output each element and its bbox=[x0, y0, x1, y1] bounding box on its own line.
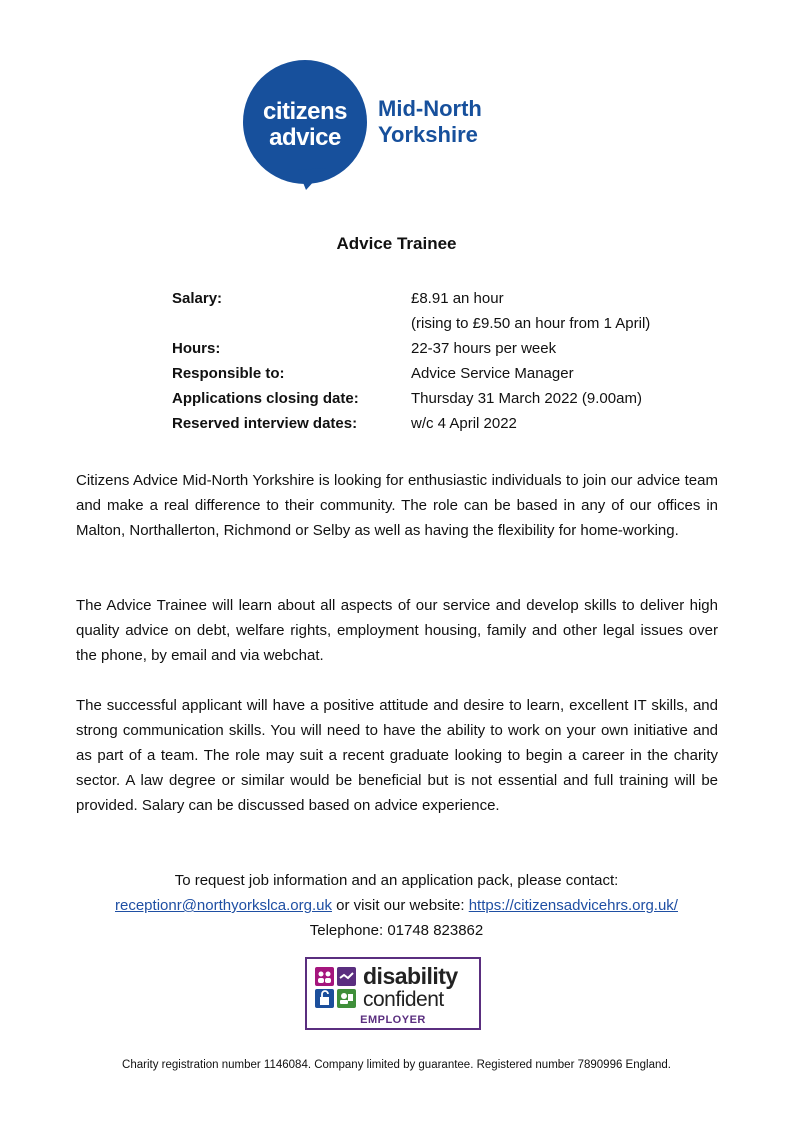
badge-word-disability: disability bbox=[363, 963, 458, 989]
job-details bbox=[172, 286, 650, 436]
page-title: Advice Trainee bbox=[336, 234, 457, 253]
logo-word-citizens: citizens bbox=[262, 98, 348, 125]
badge-word-confident: confident bbox=[363, 988, 444, 1011]
detail-label: Responsible to: bbox=[172, 365, 285, 382]
detail-row bbox=[172, 411, 650, 436]
detail-row bbox=[172, 336, 650, 361]
contact-section bbox=[0, 868, 793, 943]
logo-region bbox=[378, 96, 482, 148]
detail-row bbox=[172, 386, 650, 411]
detail-value: w/c 4 April 2022 bbox=[411, 415, 517, 432]
detail-label: Applications closing date: bbox=[172, 390, 359, 407]
telephone: Telephone: 01748 823862 bbox=[309, 922, 484, 939]
citizens-advice-logo bbox=[240, 60, 520, 190]
contact-connector: or visit our website: bbox=[332, 897, 469, 914]
contact-intro: To request job information and an application pack, please contact: bbox=[174, 872, 619, 889]
detail-value: Thursday 31 March 2022 (9.00am) bbox=[411, 390, 642, 407]
detail-row bbox=[172, 311, 650, 336]
applicant-paragraph: The successful applicant will have a positive attitude and desire to learn, excellent IT skills, and strong communication skills. You will need to have the ability to work on your own initiative and as part of a team. The role may suit a recent graduate looking to begin a career in the charity sector. A law degree or similar would be beneficial but is not essential and full training will be provided. Salary can be discussed based on advice experience. bbox=[76, 697, 718, 814]
disability-confident-badge bbox=[305, 957, 481, 1030]
detail-value: (rising to £9.50 an hour from 1 April) bbox=[411, 315, 651, 332]
detail-label: Hours: bbox=[172, 340, 221, 357]
detail-value: £8.91 an hour bbox=[411, 290, 504, 307]
detail-label: Reserved interview dates: bbox=[172, 415, 358, 432]
intro-paragraph: Citizens Advice Mid-North Yorkshire is looking for enthusiastic individuals to join our advice team and make a real difference to their community. The role can be based in any of our offices in Malton, Northallerton, Richmond or Selby as well as having the flexibility for home-working. bbox=[76, 472, 718, 539]
detail-value: Advice Service Manager bbox=[411, 365, 574, 382]
detail-value: 22-37 hours per week bbox=[411, 340, 557, 357]
logo-word-advice: advice bbox=[269, 124, 341, 151]
logo-region-line2: Yorkshire bbox=[378, 122, 478, 147]
detail-label bbox=[172, 311, 411, 336]
contact-links bbox=[0, 893, 793, 918]
logo-region-line1: Mid-North bbox=[378, 96, 482, 121]
badge-employer: EMPLOYER bbox=[360, 1014, 426, 1026]
accessibility-icons bbox=[315, 967, 357, 1009]
email-link[interactable]: receptionr@northyorkslca.org.uk bbox=[115, 897, 332, 914]
website-link[interactable]: https://citizensadvicehrs.org.uk/ bbox=[468, 897, 678, 914]
detail-row bbox=[172, 361, 650, 386]
role-paragraph: The Advice Trainee will learn about all aspects of our service and develop skills to deliver high quality advice on debt, welfare rights, employment housing, family and other legal issues over the phone, by email and via webchat. bbox=[76, 597, 718, 664]
detail-label: Salary: bbox=[172, 290, 223, 307]
footer-text: Charity registration number 1146084. Company limited by guarantee. Registered number 7890996 England. bbox=[122, 1059, 671, 1071]
detail-row bbox=[172, 286, 650, 311]
